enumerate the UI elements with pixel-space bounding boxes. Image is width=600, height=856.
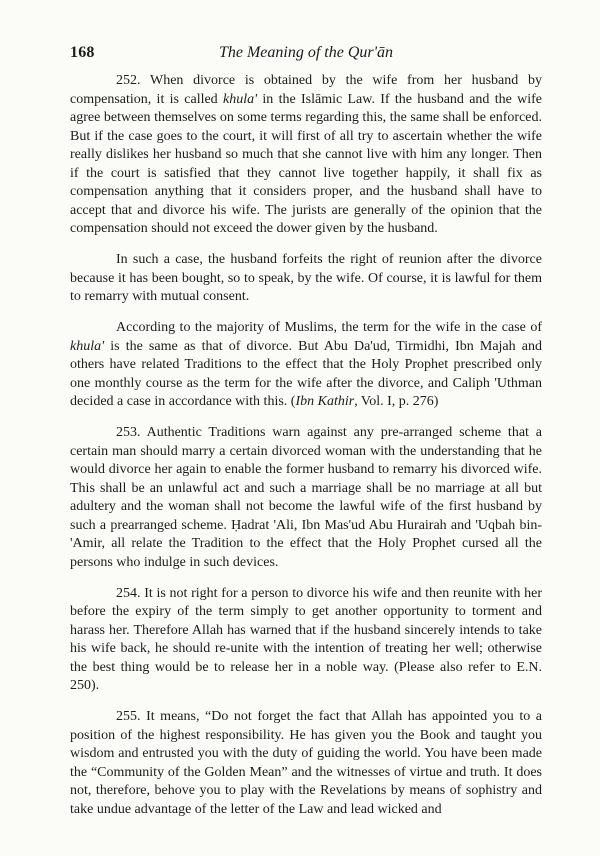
text-segment: 255. It means, “Do not forget the fact that Allah has appointed you to a position of the highest responsibility. He has given you the Book and taught you wisdom and entrusted you with the duty of guiding the world. You have been made the “Community of the Golden Mean” and the witnesses of virtue and truth. It does not, therefore, behove you to play with the Revelations by means of sophistry and take undue advantage of the letter of the Law and lead wicked and bbox=[70, 709, 542, 817]
paragraph-majority bbox=[70, 319, 542, 412]
text-segment: 254. It is not right for a person to divorce his wife and then reunite with her before the expiry of the term simply to get another opportunity to torment and harass her. Therefore Allah has warned that if the husband sincerely intends to take his wife back, he should re-unite with the intention of treating her well; otherwise the best thing would be to release her in a noble way. (Please also refer to E.N. 250). bbox=[70, 585, 542, 693]
page-number: 168 bbox=[70, 44, 95, 61]
citation-ref: , Vol. I, p. 276) bbox=[354, 394, 439, 409]
text-segment: 252. When divorce is obtained by the wife from her husband by compensation, it is called bbox=[70, 73, 542, 107]
text-segment: is the same as that of divorce. But Abu Da'ud, Tirmidhi, Ibn Majah and others have related Traditions to the effect that the Holy Prophet prescribed only one monthly course as the term for the wife after the divorce, and Caliph 'Uthman decided a case in accordance with this. ( bbox=[70, 338, 542, 409]
text-segment: In such a case, the husband forfeits the right of reunion after the divorce because it has been bought, so to speak, by the wife. Of course, it is lawful for them to remarry with mutual consent. bbox=[70, 252, 542, 304]
text-segment: in the Islāmic Law. If the husband and the wife agree between themselves on some terms regarding this, the same shall be enforced. But if the case goes to the court, it will first of all try to ascertain whether the wife really dislikes her husband so much that she cannot live with him any longer. Then if the court is satisfied that they cannot live together happily, it shall fix as compensation anything that it considers proper, and the husband shall have to accept that and divorce his wife. The jurists are generally of the opinion that the compensation should not exceed the dower given by the husband. bbox=[70, 91, 543, 236]
paragraph-255 bbox=[70, 708, 542, 819]
running-title: The Meaning of the Qur'ān bbox=[218, 44, 394, 61]
paragraph-252 bbox=[70, 72, 542, 239]
page-body bbox=[70, 72, 542, 819]
paragraph-253 bbox=[70, 424, 542, 572]
page-header bbox=[70, 44, 542, 66]
citation-title: Ibn Kathir bbox=[295, 394, 355, 409]
paragraph-reunion bbox=[70, 251, 542, 307]
italic-term: khula' bbox=[70, 338, 105, 354]
text-segment: 253. Authentic Traditions warn against any pre-arranged scheme that a certain man should marry a certain divorced woman with the understanding that he would divorce her again to enable the former husband to remarry his divorced wife. This shall be an unlawful act and such a marriage shall be no marriage at all but adultery and the woman shall not become the lawful wife of the first husband by such a prearranged scheme. Ḥadrat 'Ali, Ibn Mas'ud Abu Hurairah and 'Uqbah bin-'Amir, all relate the Tradition to the effect that the Holy Prophet cursed all the persons who indulge in such devices. bbox=[70, 425, 542, 570]
text-segment: According to the majority of Muslims, the term for the wife in the case of bbox=[116, 320, 542, 335]
italic-term: khula' bbox=[222, 91, 258, 107]
paragraph-254 bbox=[70, 585, 542, 696]
